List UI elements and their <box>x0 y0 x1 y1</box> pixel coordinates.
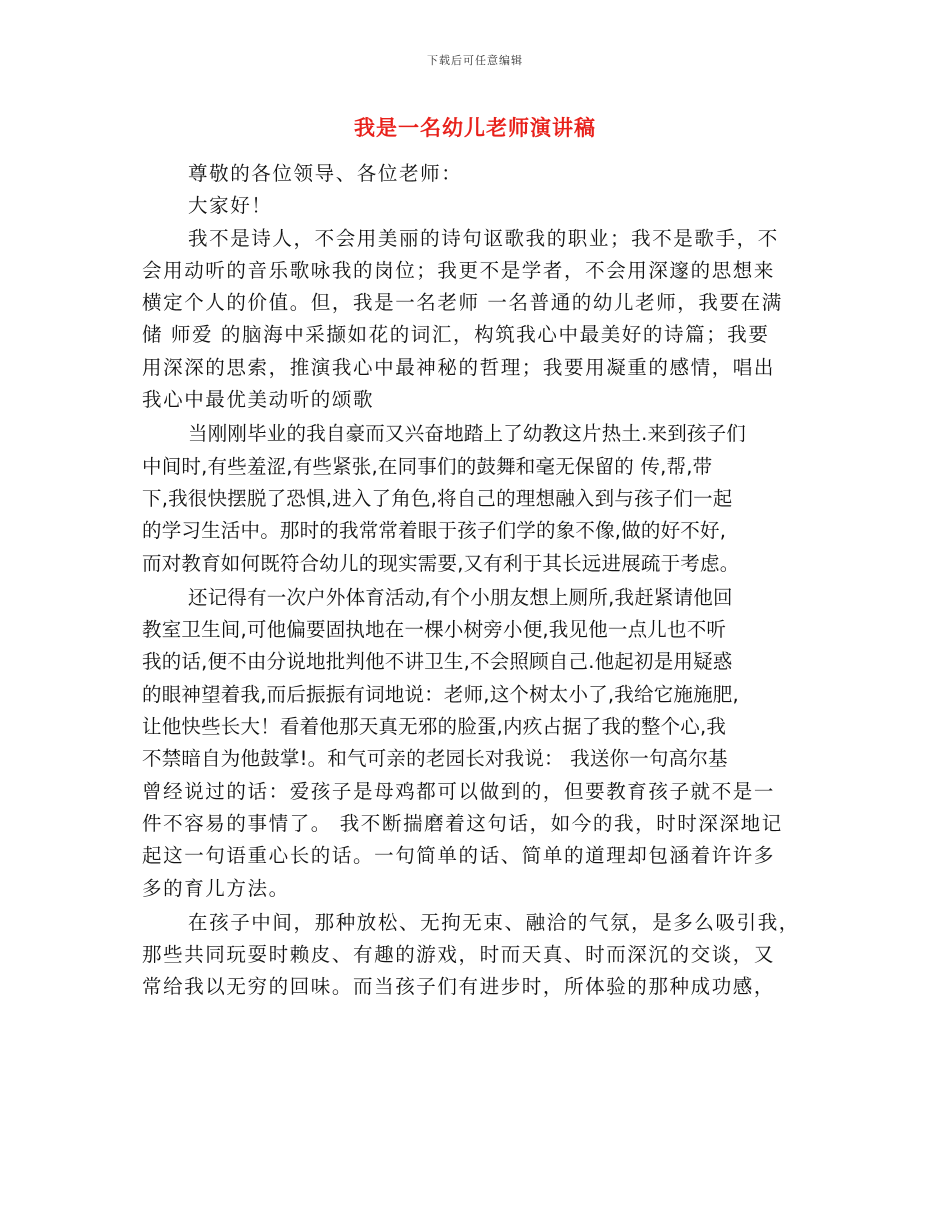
text-line: 我不是诗人，不会用美丽的诗句讴歌我的职业；我不是歌手，不 <box>188 226 779 250</box>
text-line: 尊敬的各位领导、各位老师： <box>188 162 463 185</box>
text-line: 用深深的思索，推演我心中最神秘的哲理；我要用凝重的感情，唱出 <box>142 355 776 379</box>
text-line: 的眼神望着我,而后振振有词地说：老师,这个树太小了,我给它施施肥, <box>142 682 739 706</box>
text-line: 大家好！ <box>188 194 273 218</box>
text-line: 我心中最优美动听的颂歌 <box>142 388 375 412</box>
header-note: 下载后可任意编辑 <box>427 54 523 67</box>
text-line: 常给我以无穷的回味。而当孩子们有进步时，所体验的那种成功感， <box>142 975 776 999</box>
text-line: 的学习生活中。那时的我常常着眼于孩子们学的象不像,做的好不好, <box>142 519 727 543</box>
document-body <box>142 158 802 998</box>
text-line: 还记得有一次户外体育活动,有个小朋友想上厕所,我赶紧请他回 <box>188 585 733 609</box>
text-line: 在孩子中间，那种放松、无拘无束、融洽的气氛，是多么吸引我， <box>188 910 800 934</box>
text-line: 不禁暗自为他鼓掌!。和气可亲的老园长对我说： 我送你一句高尔基 <box>142 747 728 771</box>
text-line: 让他快些长大！看着他那天真无邪的脸蛋,内疚占据了我的整个心,我 <box>142 715 727 739</box>
text-line: 储 师爱 的脑海中采撷如花的词汇，构筑我心中最美好的诗篇；我要 <box>142 323 770 347</box>
text-line: 件不容易的事情了。 我不断揣磨着这句话，如今的我，时时深深地记 <box>142 811 783 835</box>
text-line: 起这一句语重心长的话。一句简单的话、简单的道理却包涵着许许多 <box>142 844 776 868</box>
document-title: 我是一名幼儿老师演讲稿 <box>354 116 596 140</box>
text-line: 而对教育如何既符合幼儿的现实需要,又有利于其长远进展疏于考虑。 <box>142 551 740 575</box>
text-line: 中间时,有些羞涩,有些紧张,在同事们的鼓舞和毫无保留的 传,帮,带 <box>142 454 713 478</box>
text-line: 教室卫生间,可他偏要固执地在一棵小树旁小便,我见他一点儿也不听 <box>142 618 727 642</box>
text-line: 会用动听的音乐歌咏我的岗位；我更不是学者，不会用深邃的思想来 <box>142 258 776 282</box>
text-line: 我的话,便不由分说地批判他不讲卫生,不会照顾自己.他起初是用疑惑 <box>142 650 733 674</box>
text-line: 曾经说过的话：爱孩子是母鸡都可以做到的，但要教育孩子就不是一 <box>142 779 776 803</box>
text-line: 当刚刚毕业的我自豪而又兴奋地踏上了幼教这片热土.来到孩子们 <box>188 422 746 446</box>
text-line: 下,我很快摆脱了恐惧,进入了角色,将自己的理想融入到与孩子们一起 <box>142 486 733 510</box>
text-line: 那些共同玩耍时赖皮、有趣的游戏，时而天真、时而深沉的交谈，又 <box>142 943 776 967</box>
text-line: 多的育儿方法。 <box>142 876 290 900</box>
text-line: 横定个人的价值。但，我是一名老师 一名普通的幼儿老师，我要在满 <box>142 291 783 315</box>
